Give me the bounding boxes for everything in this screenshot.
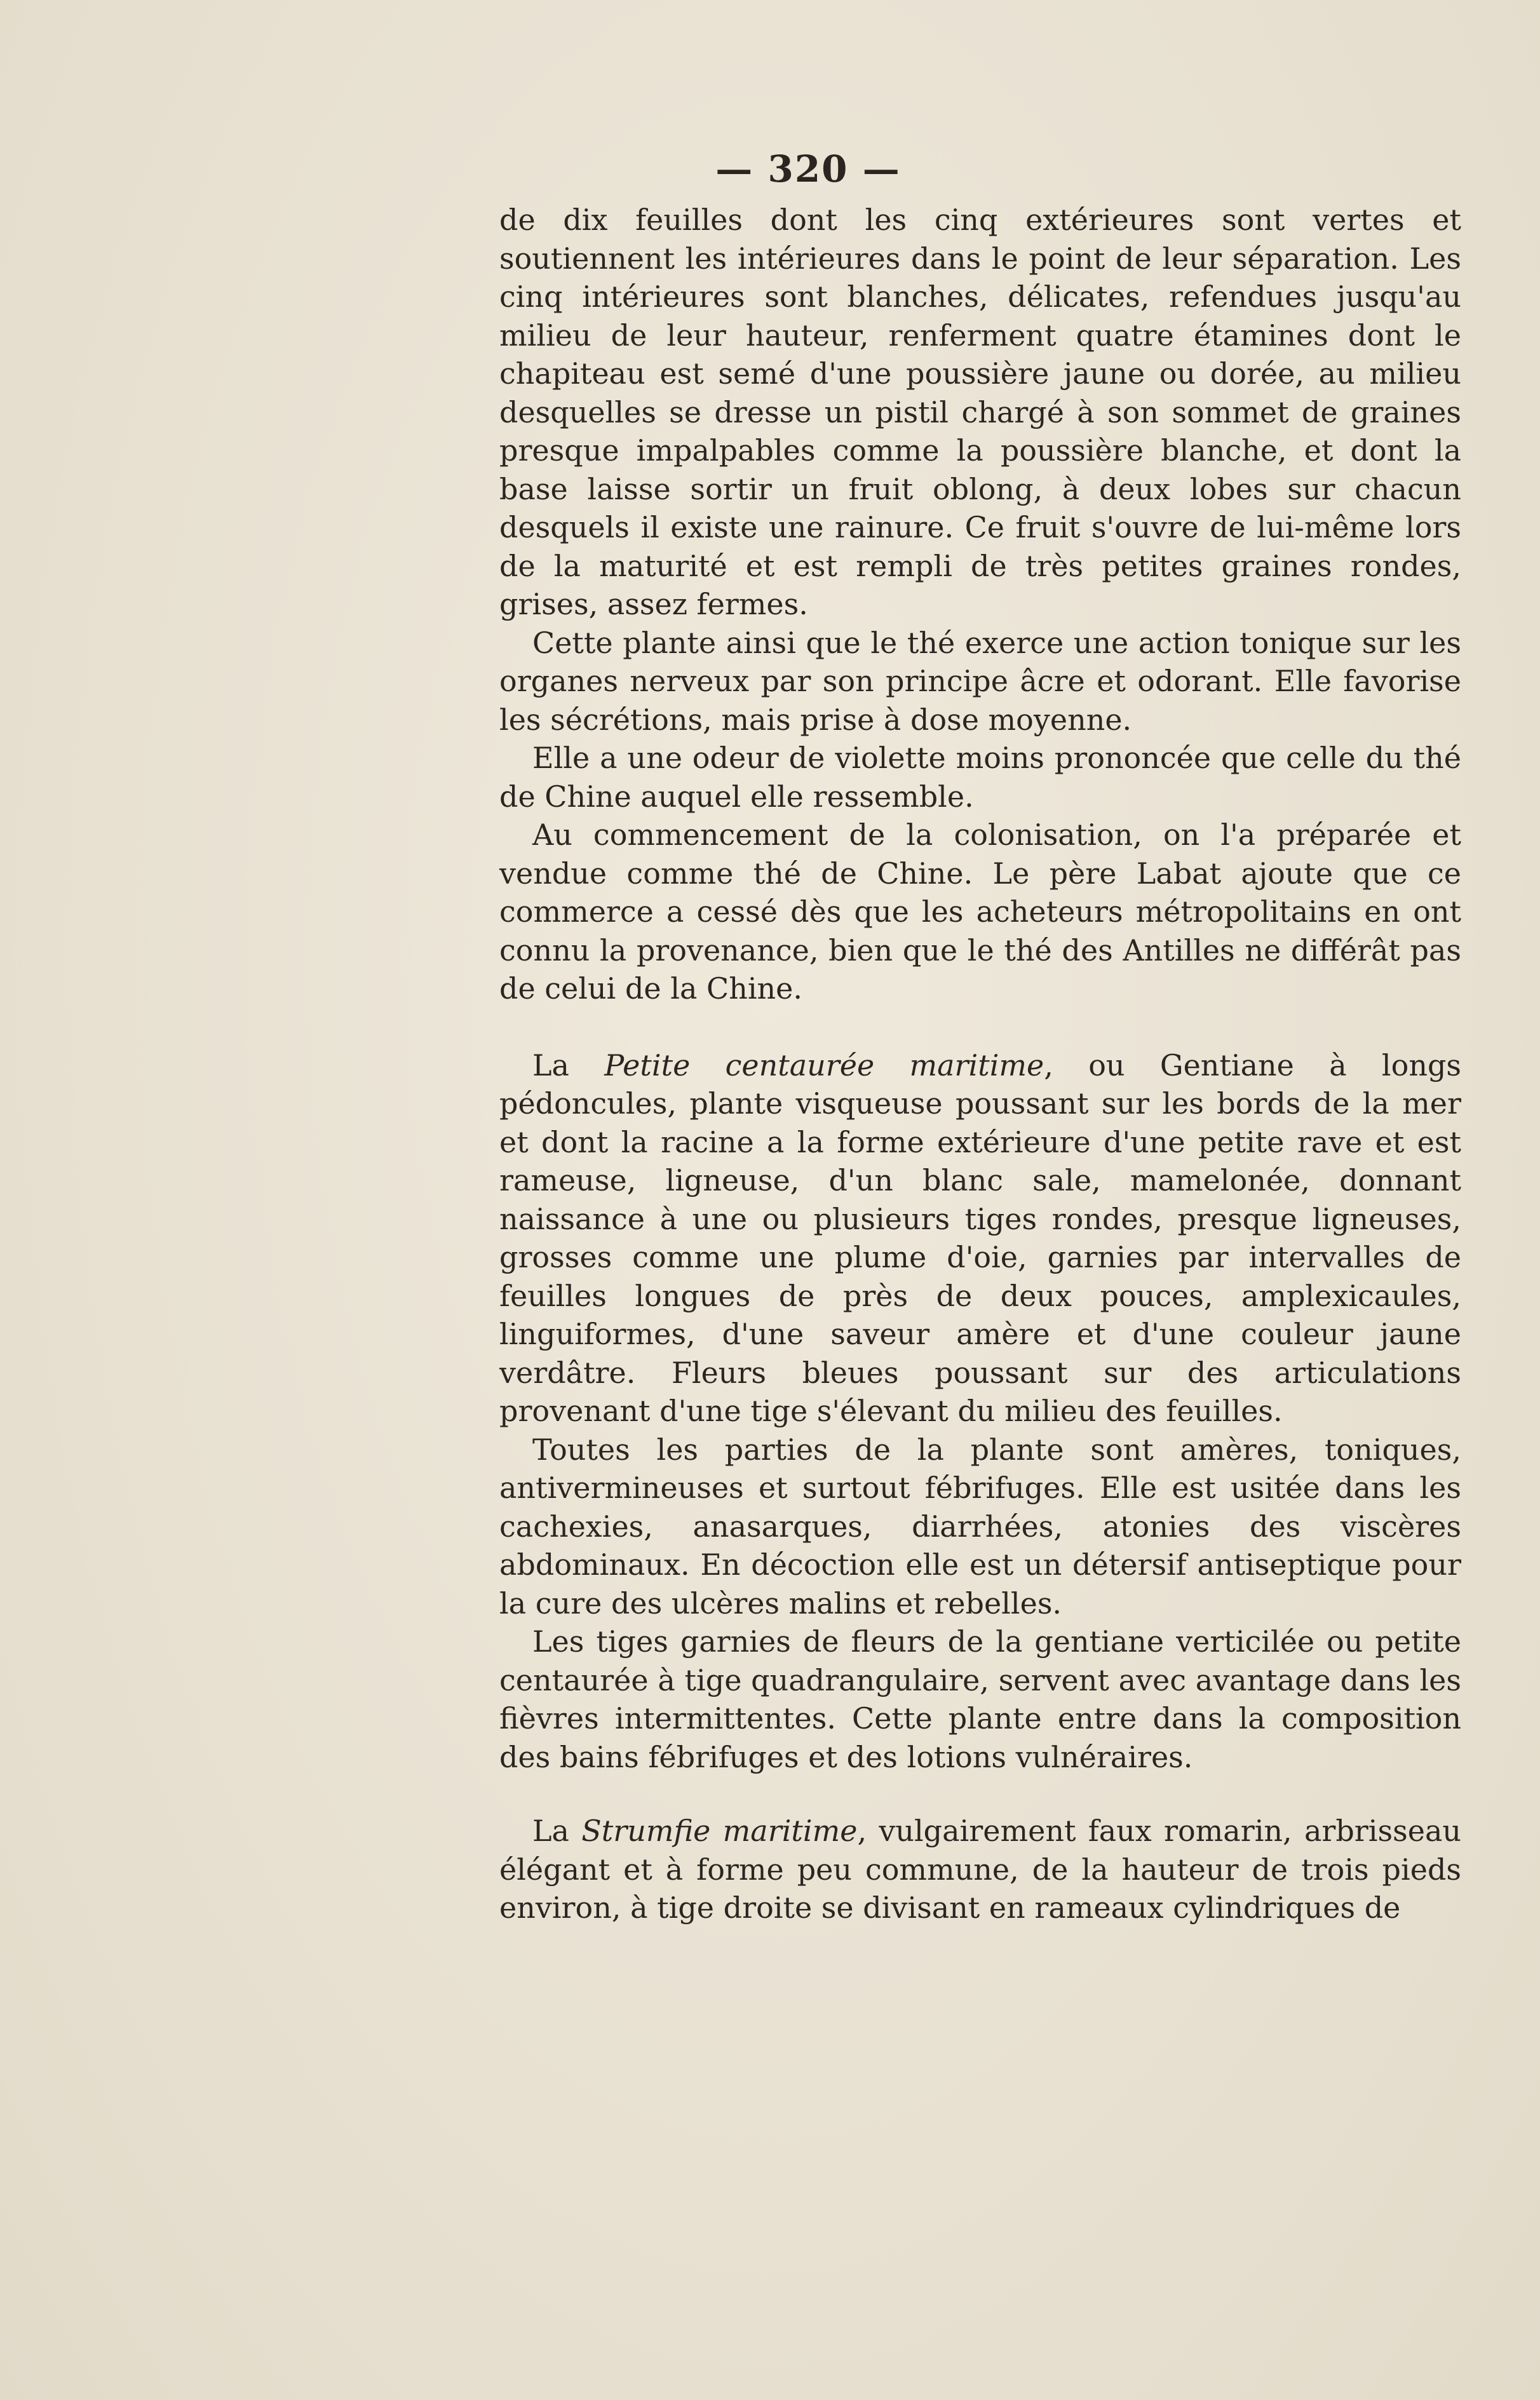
paragraph-6: Toutes les parties de la plante sont amères, toniques, antivermineuses et surtout fébrifuges. Elle est usitée dans les cachexies, anasarques, diarrhées, atonies des viscères abdominaux. En décoction elle est un détersif antiseptique pour la cure des ulcères malins et rebelles. (499, 1432, 1461, 1621)
paragraph-8 (499, 1812, 1461, 1927)
paragraph-8-lead: La (532, 1814, 582, 1848)
page-number: — 320 — (715, 147, 901, 191)
paragraph-8-text: , vulgairement faux romarin, arbrisseau élégant et à forme peu commune, de la hauteur de trois pieds environ, à tige droite se divisant en rameaux cylindriques de (499, 1814, 1461, 1925)
species-name-centauree: Petite centaurée maritime (604, 1048, 1044, 1082)
paragraph-4: Au commencement de la colonisation, on l'a préparée et vendue comme thé de Chine. Le père Labat ajoute que ce commerce a cessé dès que les acheteurs métropolitains en ont connu la provenance, bien que le thé des Antilles ne différât pas de celui de la Chine. (499, 818, 1461, 1006)
paragraph-5-lead: La (532, 1048, 605, 1082)
species-name-strumfie: Strumfie maritime (581, 1814, 858, 1848)
paragraph-5-text: , ou Gentiane à longs pédoncules, plante visqueuse poussant sur les bords de la mer et dont la racine a la forme extérieure d'une petite rave et est rameuse, ligneuse, d'un blanc sale, mamelonée, donnant naissance à une ou plusieurs tiges rondes, presque ligneuses, grosses comme une plume d'oie, garnies par intervalles de feuilles longues de près de deux pouces, amplexicaules, linguiformes, d'une saveur amère et d'une couleur jaune verdâtre. Fleurs bleues poussant sur des articulations provenant d'une tige s'élevant du milieu des feuilles. (499, 1048, 1462, 1428)
paragraph-7: Les tiges garnies de fleurs de la gentiane verticilée ou petite centaurée à tige quadrangulaire, servent avec avantage dans les fièvres intermittentes. Cette plante entre dans la composition des bains fébrifuges et des lotions vulnéraires. (499, 1624, 1461, 1774)
paragraph-5 (499, 1046, 1461, 1431)
paragraph-3: Elle a une odeur de violette moins prononcée que celle du thé de Chine auquel elle ressemble. (499, 741, 1461, 814)
paragraph-1: de dix feuilles dont les cinq extérieures sont vertes et soutiennent les intérieures dans le point de leur séparation. Les cinq intérieures sont blanches, délicates, refendues jusqu'au milieu de leur hauteur, renferment quatre étamines dont le chapiteau est semé d'une poussière jaune ou dorée, au milieu desquelles se dresse un pistil chargé à son sommet de graines presque impalpables comme la poussière blanche, et dont la base laisse sortir un fruit oblong, à deux lobes sur chacun desquels il existe une rainure. Ce fruit s'ouvre de lui-même lors de la maturité et est rempli de très petites graines rondes, grises, assez fermes. (499, 203, 1461, 621)
paragraph-2: Cette plante ainsi que le thé exerce une action tonique sur les organes nerveux par son principe âcre et odorant. Elle favorise les sécrétions, mais prise à dose moyenne. (499, 625, 1461, 737)
body-text (499, 201, 1461, 1927)
